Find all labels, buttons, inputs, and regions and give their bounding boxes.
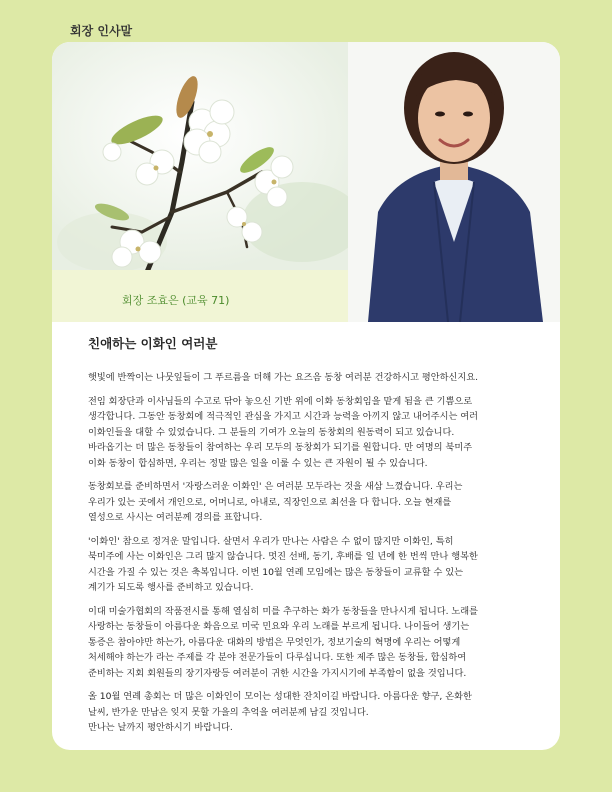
portrait-photo [348,42,560,322]
paragraph [88,534,538,596]
photo-band [52,42,560,322]
text-line: 날씨, 반가운 만남은 잊지 못할 가을의 추억을 여러분께 남길 것입니다. [88,706,369,718]
section-label: 회장 인사말 [70,24,133,38]
photo-caption: 회장 조효은 (교육 71) [122,294,230,307]
paragraph [88,689,538,736]
text-line: 사랑하는 동창들이 아름다운 화음으로 미국 민요와 우리 노래를 부르게 됩니다. 나이들어 생기는 [88,621,470,632]
text-line: 이화인들을 대할 수 있었습니다. 그 분들의 기여가 오늘의 동창회의 원동력이 되고 있습니다. [88,426,455,438]
paragraph [88,479,538,526]
text-line: 준비하는 지회 회원들의 장기자랑등 여러분이 귀한 시간을 가지시기에 부족함이 없을 것입니다. [88,667,467,679]
text-line: 열성으로 사시는 여러분께 경의를 표합니다. [88,512,263,523]
text-line: 이대 미술가협회의 작품전시를 통해 열심히 미를 추구하는 화가 동창들을 만나시게 됩니다. 노래를 [88,605,479,617]
text-line: 만나는 날까지 평안하시기 바랍니다. [88,722,233,733]
content-card [52,42,560,750]
blossom-photo [52,42,352,272]
paragraph [88,604,538,682]
text-line: 바라옵기는 더 많은 동창들이 참여하는 우리 모두의 동창회가 되기를 원합니다. 만 여명의 북미주 [88,442,473,453]
text-line: 계기가 되도록 행사를 준비하고 있습니다. [88,582,254,593]
text-line: 전임 회장단과 이사님들의 수고로 닦아 놓으신 기반 위에 이화 동창회임을 맡게 됨을 큰 기쁨으로 [88,395,473,407]
text-line: 시간을 가질 수 있는 것은 축복입니다. 이번 10월 연례 모임에는 많은 동창들이 교류할 수 있는 [88,566,464,578]
text-line: 북미주에 사는 이화인은 그리 많지 않습니다. 멋진 선배, 동기, 후배를 일 년에 한 번씩 만나 행복한 [88,551,478,562]
paragraph [88,370,538,386]
text-line: 통증은 참아야만 하는가, 아름다운 대화의 방법은 무엇인가, 정보기술의 혁명에 우리는 어떻게 [88,636,461,648]
text-line: 처세해야 하는가 라는 주제를 각 분야 전문가들이 다루십니다. 또한 제주 많은 동창들, 합심하여 [88,652,467,663]
text-line: 동창회보를 준비하면서 '자랑스러운 이화인' 은 여러분 모두라는 것을 새삼 느꼈습니다. 우리는 [88,481,463,492]
paragraph [88,394,538,472]
letter-body [88,370,538,744]
text-line: 생각합니다. 그동안 동창회에 적극적인 관심을 가지고 시간과 능력을 아끼지 않고 내어주시는 여러 [88,411,479,422]
text-line: 올 10월 연례 총회는 더 많은 이화인이 모이는 성대한 잔치이길 바랍니다. 아름다운 향구, 온화한 [88,691,472,702]
letter-heading: 친애하는 이화인 여러분 [88,336,218,351]
text-line: 우리가 있는 곳에서 개인으로, 어머니로, 아내로, 직장인으로 최선을 다 합니다. 오늘 현재를 [88,496,452,508]
text-line: '이화인' 참으로 정겨운 말입니다. 살면서 우리가 만나는 사람은 수 없이 많지만 이화인, 특히 [88,535,454,547]
text-line: 이화 동창이 합심하면, 우리는 정말 많은 일을 이룰 수 있는 큰 자원이 될 수 있습니다. [88,457,428,469]
text-line: 햇빛에 반짝이는 나뭇잎들이 그 푸르름을 더해 가는 요즈음 동창 여러분 건강하시고 평안하신지요. [88,372,479,383]
